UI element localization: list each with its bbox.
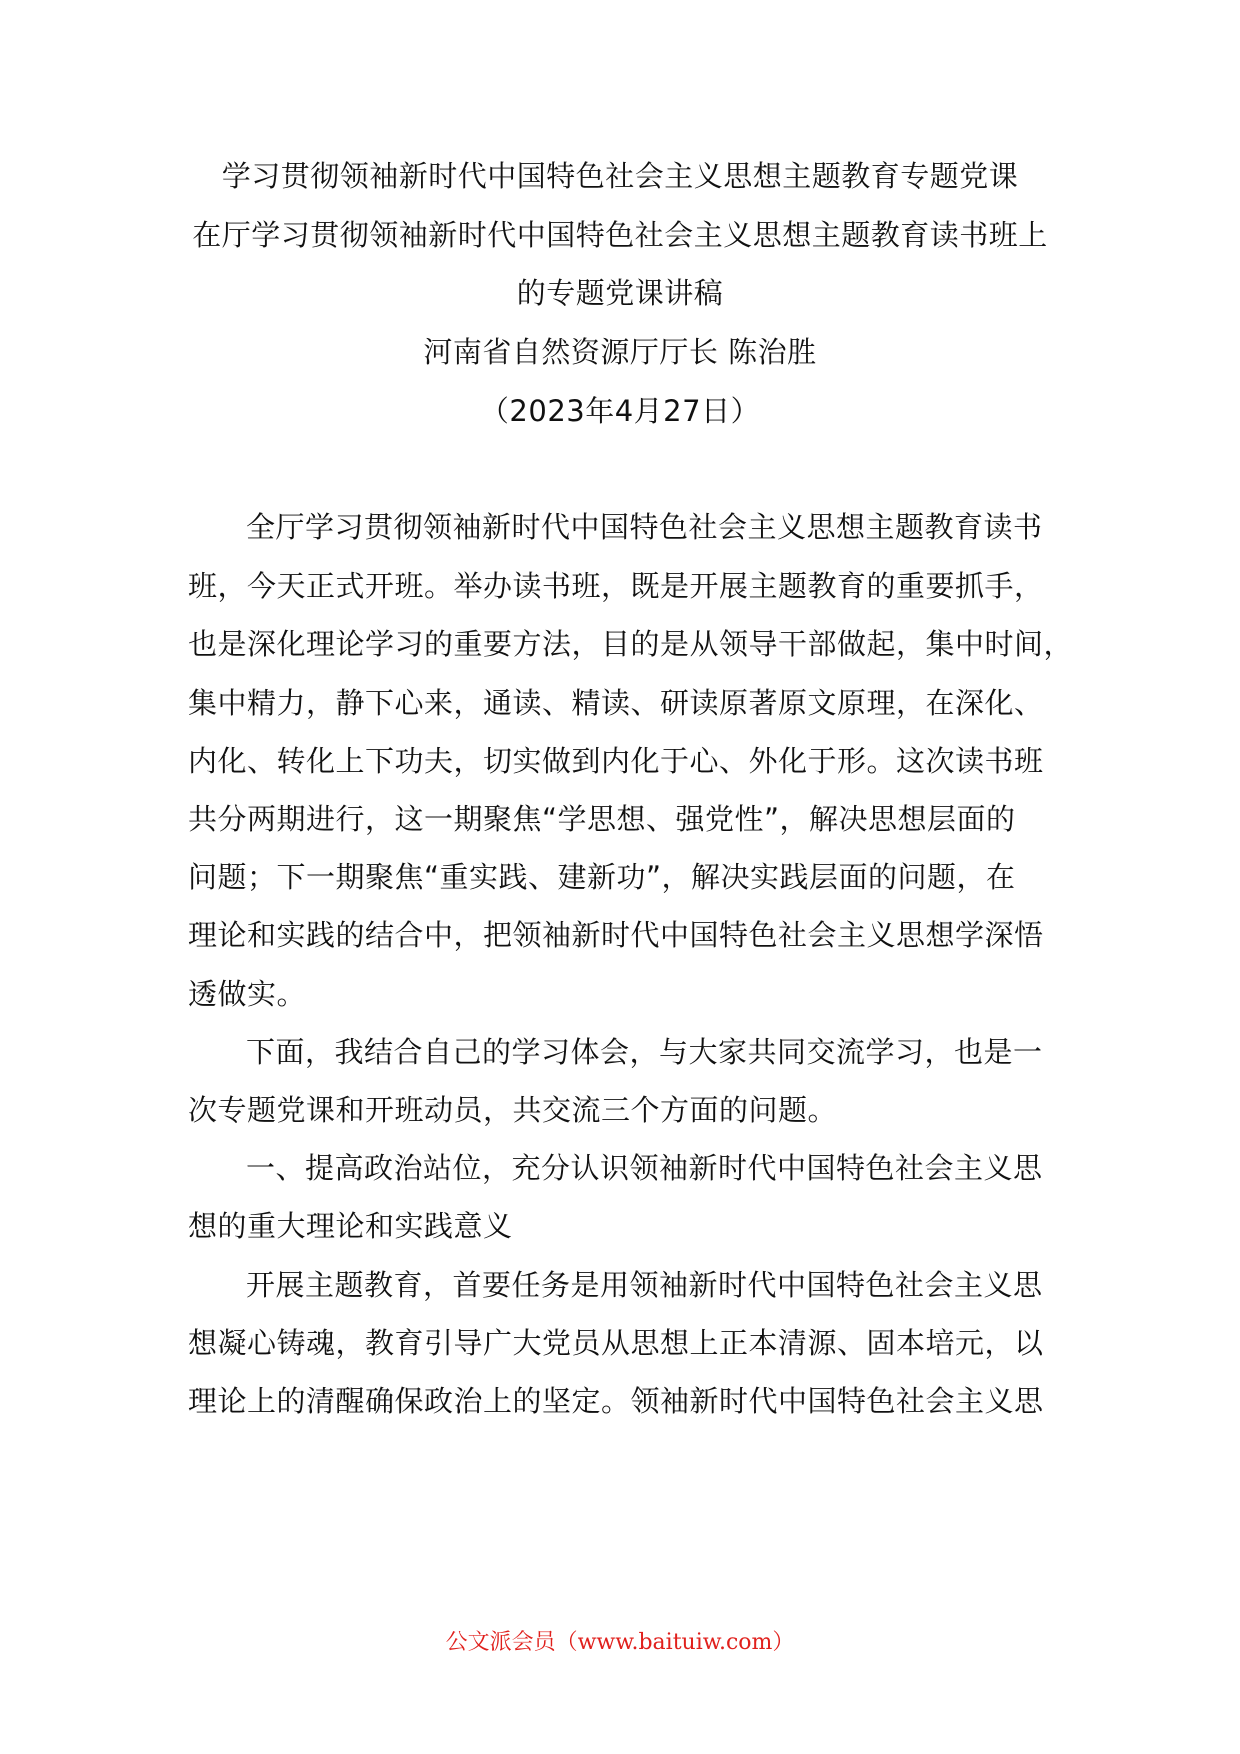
paragraph-1-line-7: 问题；下一期聚焦“重实践、建新功”，解决实践层面的问题，在: [188, 860, 1016, 894]
date-line: （2023年4月27日）: [479, 394, 761, 428]
author-line: 河南省自然资源厅厅长 陈治胜: [423, 335, 817, 369]
paragraph-4-line-3: 理论上的清醒确保政治上的坚定。领袖新时代中国特色社会主义思: [188, 1384, 1044, 1418]
paragraph-1-line-1: 全厅学习贯彻领袖新时代中国特色社会主义思想主题教育读书: [246, 510, 1043, 544]
paragraph-1-line-8: 理论和实践的结合中，把领袖新时代中国特色社会主义思想学深悟: [188, 918, 1044, 952]
paragraph-1-line-5: 内化、转化上下功夫，切实做到内化于心、外化于形。这次读书班: [188, 744, 1044, 778]
title-line-3: 的专题党课讲稿: [516, 276, 724, 310]
paragraph-1-line-3: 也是深化理论学习的重要方法，目的是从领导干部做起，集中时间，: [188, 627, 1074, 661]
paragraph-1-line-4: 集中精力，静下心来，通读、精读、研读原著原文原理，在深化、: [188, 686, 1044, 720]
paragraph-1-line-2: 班，今天正式开班。举办读书班，既是开展主题教育的重要抓手，: [188, 569, 1044, 603]
paragraph-2-line-1: 下面，我结合自己的学习体会，与大家共同交流学习，也是一: [246, 1035, 1043, 1069]
section-heading-line-1: 一、提高政治站位，充分认识领袖新时代中国特色社会主义思: [246, 1151, 1043, 1185]
paragraph-2-line-2: 次专题党课和开班动员，共交流三个方面的问题。: [188, 1093, 838, 1127]
paragraph-1-line-6: 共分两期进行，这一期聚焦“学思想、强党性”，解决思想层面的: [188, 802, 1016, 836]
paragraph-1-line-9: 透做实。: [188, 977, 307, 1011]
title-line-2: 在厅学习贯彻领袖新时代中国特色社会主义思想主题教育读书班上: [192, 218, 1048, 252]
title-line-1: 学习贯彻领袖新时代中国特色社会主义思想主题教育专题党课: [221, 159, 1019, 193]
section-heading-line-2: 想的重大理论和实践意义: [188, 1209, 513, 1243]
footer-watermark: 公文派会员（www.baituiw.com）: [445, 1630, 795, 1655]
paragraph-4-line-1: 开展主题教育，首要任务是用领袖新时代中国特色社会主义思: [246, 1268, 1043, 1302]
paragraph-4-line-2: 想凝心铸魂，教育引导广大党员从思想上正本清源、固本培元，以: [188, 1326, 1044, 1360]
